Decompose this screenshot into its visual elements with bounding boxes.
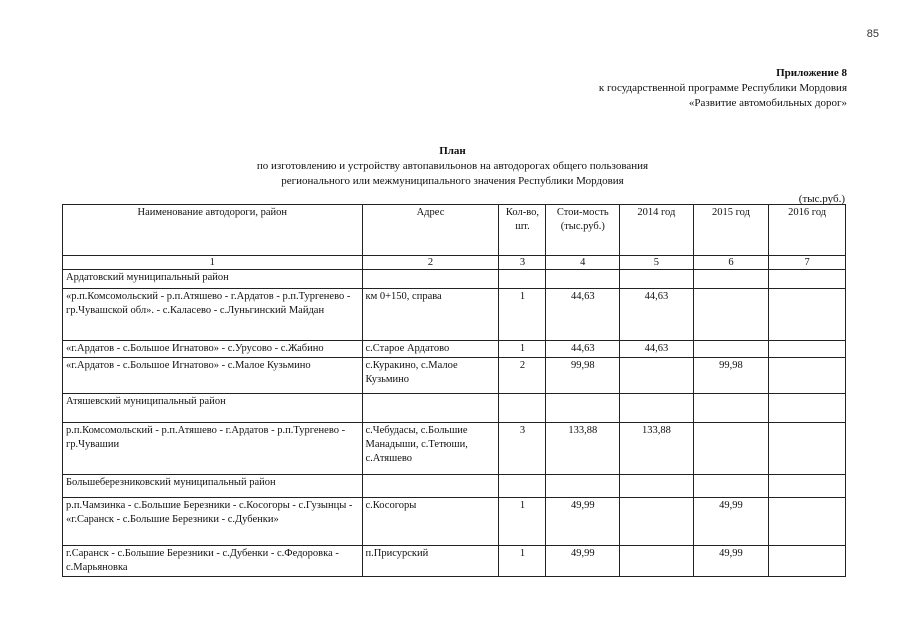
table-row [63, 289, 846, 341]
cell-2014 [620, 546, 694, 577]
column-number: 3 [499, 256, 546, 270]
district-row [63, 394, 846, 423]
cell-road: г.Саранск - с.Большие Березники - с.Дубенки - с.Федоровка - с.Марьяновка [63, 546, 363, 577]
cell-quantity: 1 [499, 498, 546, 546]
column-number: 4 [546, 256, 620, 270]
cell-address: с.Куракино, с.Малое Кузьмино [362, 358, 499, 394]
cell-2016 [769, 498, 846, 546]
appendix-header [599, 66, 847, 111]
cell-2014: 133,88 [620, 423, 694, 475]
header-2014: 2014 год [620, 205, 694, 256]
cell-2016 [769, 289, 846, 341]
cell-2014: 44,63 [620, 289, 694, 341]
page-number: 85 [866, 28, 879, 40]
plan-table [62, 204, 846, 577]
cell-cost: 133,88 [546, 423, 620, 475]
appendix-line-2: «Развитие автомобильных дорог» [688, 97, 847, 109]
cell-quantity: 2 [499, 358, 546, 394]
cell-2016 [769, 423, 846, 475]
header-address: Адрес [362, 205, 499, 256]
district-row [63, 270, 846, 289]
cell-address: км 0+150, справа [362, 289, 499, 341]
header-cost: Стои-мость (тыс.руб.) [546, 205, 620, 256]
plan-subtitle-2: регионального или межмуниципального значения Республики Мордовия [281, 175, 624, 187]
cell-2016 [769, 358, 846, 394]
column-number: 2 [362, 256, 499, 270]
column-number: 5 [620, 256, 694, 270]
cell-2016 [769, 546, 846, 577]
cell-road: «г.Ардатов - с.Большое Игнатово» - с.Малое Кузьмино [63, 358, 363, 394]
cell-cost: 44,63 [546, 341, 620, 358]
cell-cost: 49,99 [546, 498, 620, 546]
table-row [63, 341, 846, 358]
cell-address: с.Старое Ардатово [362, 341, 499, 358]
cell-2015: 99,98 [693, 358, 769, 394]
header-road-name: Наименование автодороги, район [63, 205, 363, 256]
cell-2014 [620, 498, 694, 546]
cell-2014 [620, 358, 694, 394]
cell-2016 [769, 341, 846, 358]
table-row [63, 358, 846, 394]
cell-cost: 49,99 [546, 546, 620, 577]
header-quantity: Кол-во, шт. [499, 205, 546, 256]
plan-title-block [0, 144, 905, 189]
cell-2015 [693, 289, 769, 341]
district-name: Атяшевский муниципальный район [63, 394, 363, 423]
cell-2014: 44,63 [620, 341, 694, 358]
header-2016: 2016 год [769, 205, 846, 256]
cell-2015: 49,99 [693, 546, 769, 577]
appendix-title: Приложение 8 [776, 67, 847, 79]
cell-address: п.Присурский [362, 546, 499, 577]
cell-quantity: 1 [499, 546, 546, 577]
cell-2015: 49,99 [693, 498, 769, 546]
cell-address: с.Косогоры [362, 498, 499, 546]
column-number: 6 [693, 256, 769, 270]
table-header-row [63, 205, 846, 256]
plan-subtitle-1: по изготовлению и устройству автопавильонов на автодорогах общего пользования [256, 160, 649, 172]
district-name: Ардатовский муниципальный район [63, 270, 363, 289]
district-name: Большеберезниковский муниципальный район [63, 475, 363, 498]
column-number-row [63, 256, 846, 270]
cell-cost: 99,98 [546, 358, 620, 394]
cell-2015 [693, 423, 769, 475]
table-row [63, 498, 846, 546]
header-2015: 2015 год [693, 205, 769, 256]
cell-road: р.п.Комсомольский - р.п.Атяшево - г.Ардатов - р.п.Тургенево - гр.Чувашии [63, 423, 363, 475]
column-number: 7 [769, 256, 846, 270]
cell-quantity: 3 [499, 423, 546, 475]
table-row [63, 423, 846, 475]
column-number: 1 [63, 256, 363, 270]
cell-road: «р.п.Комсомольский - р.п.Атяшево - г.Ардатов - р.п.Тургенево - гр.Чувашской обл». - с.Каласево - с.Луньгинский Майдан [63, 289, 363, 341]
cell-quantity: 1 [499, 289, 546, 341]
cell-quantity: 1 [499, 341, 546, 358]
cell-cost: 44,63 [546, 289, 620, 341]
appendix-line-1: к государственной программе Республики Мордовия [598, 82, 847, 94]
cell-address: с.Чебудасы, с.Большие Манадыши, с.Тетюши, с.Атяшево [362, 423, 499, 475]
units-label: (тыс.руб.) [798, 193, 845, 205]
cell-2015 [693, 341, 769, 358]
district-row [63, 475, 846, 498]
table-row [63, 546, 846, 577]
cell-road: «г.Ардатов - с.Большое Игнатово» - с.Урусово - с.Жабино [63, 341, 363, 358]
cell-road: р.п.Чамзинка - с.Большие Березники - с.Косогоры - с.Гузынцы - «г.Саранск - с.Большие Березники - с.Дубенки» [63, 498, 363, 546]
plan-title: План [439, 145, 466, 157]
